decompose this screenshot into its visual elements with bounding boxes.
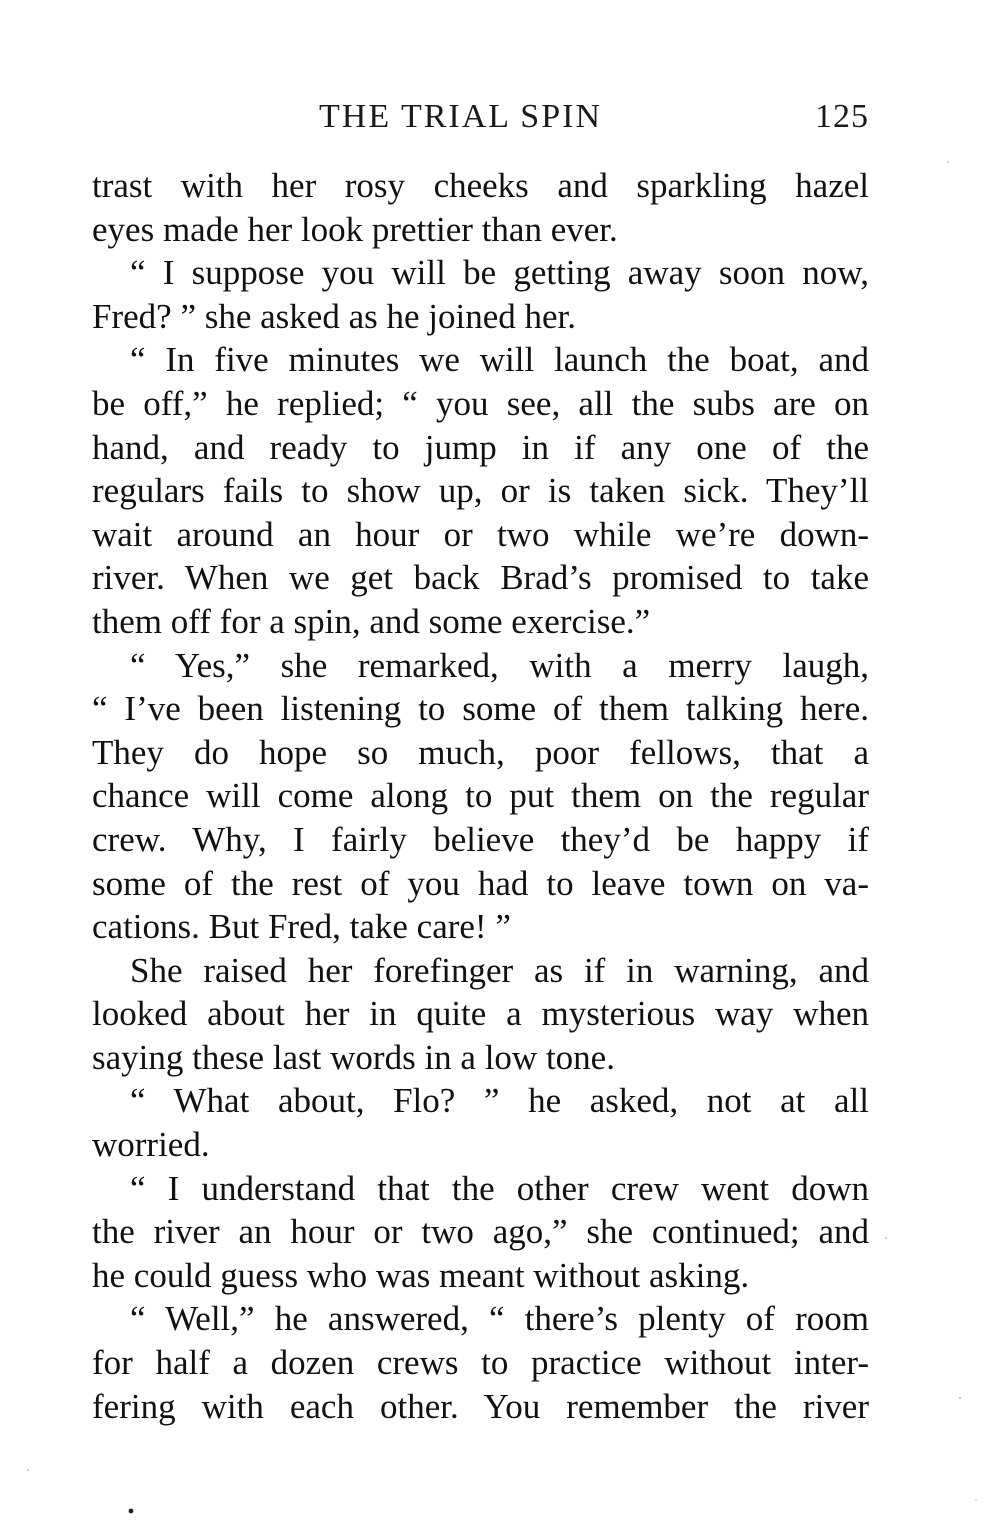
text-line: eyes made her look prettier than ever. [92,209,618,249]
text-line: “ I’ve been listening to some of them talking here. [92,689,869,729]
text-line: river. When we get back Brad’s promised to take [92,558,869,598]
text-line: “ What about, Flo? ” he asked, not at all [130,1081,869,1121]
running-head [92,98,869,142]
text-line: “ I understand that the other crew went down [130,1168,869,1208]
text-line: “ Well,” he answered, “ there’s plenty of room [130,1299,869,1339]
speck [27,1469,29,1471]
text-line: “ Yes,” she remarked, with a merry laugh, [130,645,869,685]
text-line: trast with her rosy cheeks and sparkling hazel [92,166,869,205]
text-line: cations. But Fred, take care! ” [92,907,511,947]
speck [885,1237,887,1239]
text-line: hand, and ready to jump in if any one of the [92,427,869,467]
text-line: chance will come along to put them on the regular [92,776,869,816]
text-line: he could guess who was meant without asking. [92,1255,750,1295]
text-line: some of the rest of you had to leave town on va- [92,863,869,903]
text-line: the river an hour or two ago,” she continued; and [92,1212,869,1252]
speck [947,161,949,163]
text-line: She raised her forefinger as if in warning, and [130,950,869,990]
text-line: be off,” he replied; “ you see, all the subs are on [92,383,869,423]
text-line: They do hope so much, poor fellows, that a [92,732,869,772]
speck [959,1397,961,1399]
text-line: Fred? ” she asked as he joined her. [92,296,577,336]
text-line: regulars fails to show up, or is taken sick. They’ll [92,471,869,511]
speck [975,1499,977,1501]
text-line: “ I suppose you will be getting away soon now, [130,253,869,293]
text-line: looked about her in quite a mysterious way when [92,994,869,1034]
body-text [92,164,869,1428]
text-line: for half a dozen crews to practice without inter- [92,1343,869,1383]
text-line: crew. Why, I fairly believe they’d be happy if [92,819,869,859]
text-line: them off for a spin, and some exercise.” [92,601,651,641]
page-number: 125 [815,98,869,135]
text-line: worried. [92,1125,210,1165]
text-line: “ In five minutes we will launch the boat, and [130,340,869,380]
text-line: wait around an hour or two while we’re down- [92,514,869,554]
text-line: saying these last words in a low tone. [92,1037,615,1077]
chapter-title: THE TRIAL SPIN [319,98,602,135]
text-line: fering with each other. You remember the river [92,1386,869,1426]
speck [129,1509,134,1514]
